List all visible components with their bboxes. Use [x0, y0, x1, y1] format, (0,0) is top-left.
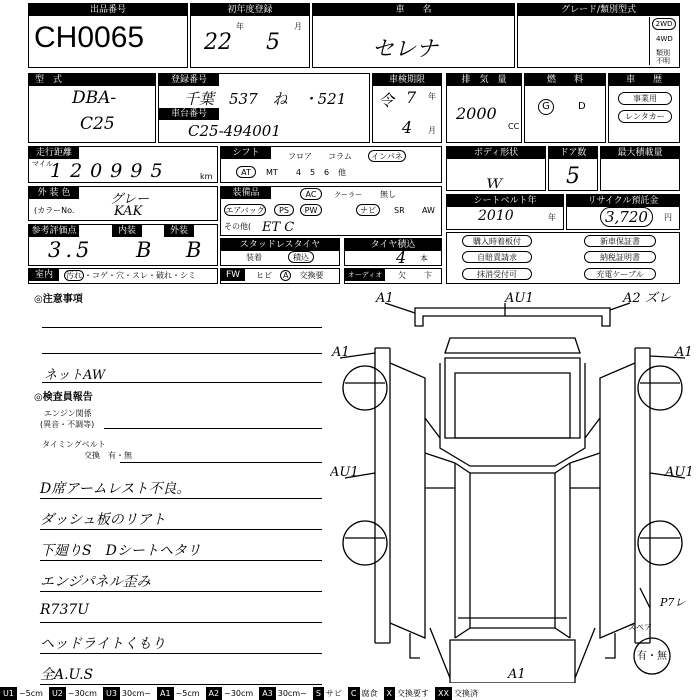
seatbelt-value: 2010 — [478, 208, 514, 224]
studless-on: 装着 — [246, 253, 262, 262]
inspection-header: 車検期限 — [373, 74, 441, 86]
equip-ac: AC — [300, 188, 322, 200]
mark-right-mid: AU1 — [665, 465, 694, 480]
scores-exterior: B — [186, 238, 202, 262]
legend-value: 30cm~ — [277, 689, 307, 698]
mark-front-left: A1 — [376, 291, 394, 306]
scores-interior-label: 内装 — [112, 225, 142, 237]
mileage-header: 走行距離 — [29, 147, 79, 159]
model-name: セレナ — [372, 37, 439, 62]
equipment-header: 装備品 — [221, 187, 271, 199]
audio-header: オーディオ — [345, 269, 385, 281]
first-reg-month-label: 月 — [294, 22, 302, 31]
mark-rear: A1 — [508, 667, 526, 682]
shift-column: コラム — [328, 152, 352, 161]
history-rental: レンタカー — [618, 110, 672, 123]
interior-stain: シミ — [180, 271, 196, 280]
drive-2wd: 2WD — [652, 18, 676, 30]
shift-6: 6 — [324, 168, 330, 177]
recycle-unit: 円 — [664, 213, 672, 222]
seatbelt-header: シートベルト年 — [447, 195, 563, 207]
legend-value: 交換済 — [453, 689, 478, 698]
shift-mt: MT — [266, 168, 278, 177]
spare-tires-value: 4 — [396, 248, 407, 267]
wheel-rear-left — [343, 521, 387, 565]
type-value-1: DBA- — [72, 88, 117, 108]
history-header: 車 歴 — [609, 74, 679, 86]
scores-exterior-label: 外装 — [164, 225, 194, 237]
legend-value: ~5cm — [18, 689, 43, 698]
report-line — [40, 529, 322, 530]
grade-header: グレード/類別型式 — [518, 4, 679, 16]
note-line — [42, 353, 322, 354]
inspection-year-label: 年 — [428, 92, 436, 101]
grade-note-2: 不明 — [656, 57, 670, 65]
windshield-header: FW — [221, 269, 245, 281]
inspection-year: 7 — [406, 88, 417, 107]
report-item: D席アームレスト不良。 — [40, 481, 191, 497]
engine-sub: (異音・不調等) — [40, 420, 95, 429]
shift-inpane: インパネ — [368, 150, 406, 162]
scores-header: 参考評価点 — [29, 225, 79, 237]
inspection-month-label: 月 — [428, 126, 436, 135]
color-header: 外 装 色 — [29, 187, 79, 199]
legend-value: ~30cm — [67, 689, 97, 698]
equip-pw: PW — [300, 204, 322, 216]
chassis-value: C25-494001 — [188, 122, 281, 140]
studless-loaded: 積込 — [288, 251, 314, 263]
legend-bar — [0, 687, 700, 700]
interior-burn: コゲ — [92, 271, 108, 280]
grade-note-1: 類別 — [656, 49, 670, 57]
interior-hole: 穴 — [116, 271, 124, 280]
legend-key: XX — [435, 687, 452, 700]
doc-tax: 納税証明書 — [584, 251, 656, 263]
chassis-header: 車台番号 — [159, 108, 219, 120]
displacement-value: 2000 — [456, 104, 497, 123]
legend-value: 30cm~ — [121, 689, 151, 698]
legend-value: ~30cm — [224, 689, 254, 698]
front-bumper — [415, 308, 610, 326]
doc-cable: 充電ケーブル — [584, 268, 656, 280]
interior-dirt: 汚れ — [66, 271, 82, 280]
recycle-header: リサイクル預託金 — [567, 195, 679, 207]
legend-key: U3 — [103, 687, 120, 700]
mark-left-front: A1 — [332, 345, 350, 360]
color-code-label: (カラーNo. — [34, 206, 75, 215]
equip-cooler: クーラー — [334, 191, 362, 199]
model-header: 車 名 — [313, 4, 514, 16]
spare-label: スペア — [628, 623, 652, 632]
inspection-era: 令 — [378, 91, 395, 110]
shift-other: 他 — [338, 168, 346, 177]
type-value-2: C25 — [80, 114, 115, 134]
equip-navi: ナビ — [356, 204, 380, 216]
engine-line — [104, 428, 322, 429]
wheel-front-left — [343, 366, 387, 410]
hood — [445, 358, 580, 438]
registration-header: 登録番号 — [159, 74, 219, 86]
note-line — [42, 382, 322, 383]
seatbelt-unit: 年 — [548, 213, 556, 222]
legend-key: A2 — [206, 687, 223, 700]
timing-label: タイミングベルト — [42, 440, 106, 449]
audio-other: 卞 — [424, 271, 432, 280]
wheel-front-right — [638, 366, 682, 410]
capacity-header: 最大積載量 — [601, 147, 679, 159]
recycle-value: 3,720 — [600, 207, 653, 227]
shift-5: 5 — [310, 168, 316, 177]
shift-floor: フロア — [288, 152, 312, 161]
first-reg-year-label: 年 — [236, 22, 244, 31]
mark-rear-right: P7レ — [660, 596, 686, 609]
car-damage-diagram — [330, 288, 700, 683]
fuel-header: 燃 料 — [525, 74, 605, 86]
body-value: ｗ — [484, 172, 502, 193]
fuel-d: D — [578, 101, 586, 112]
notes-label: ◎注意事項 — [34, 294, 83, 305]
interior-scuff: スレ — [132, 271, 148, 280]
report-item: R737U — [40, 602, 90, 618]
mark-front-center: AU1 — [505, 291, 534, 306]
doors-header: ドア数 — [549, 147, 597, 159]
inspection-month: 4 — [402, 118, 413, 137]
inspection-report-label: ◎検査員報告 — [34, 392, 93, 403]
report-item: ダッシュ板のリアト — [40, 512, 166, 528]
lot-header: 出品番号 — [29, 4, 187, 16]
engine-label: エンジン関係 — [44, 409, 92, 418]
registration-value: 千葉 537 ね ・521 — [184, 90, 347, 108]
timing-value: 交換 有・無 — [84, 451, 132, 460]
type-header: 型 式 — [29, 74, 155, 86]
mileage-unit: km — [200, 172, 213, 181]
displacement-unit: CC — [508, 122, 520, 131]
color-value: グレー — [110, 192, 150, 207]
shift-header: シフト — [221, 147, 271, 159]
first-reg-year: 22 — [204, 30, 232, 55]
equip-other-value: ET C — [262, 220, 295, 235]
spare-status: 有・無 — [637, 651, 667, 662]
doc-massho: 抹消受付可 — [462, 268, 532, 280]
mileage-value: 120995 — [50, 160, 171, 182]
right-side — [635, 348, 650, 643]
legend-key: A1 — [157, 687, 174, 700]
windshield-crack: ヒビ — [256, 271, 272, 280]
spare-tires-unit: 本 — [420, 254, 428, 263]
equip-sr: SR — [394, 206, 405, 215]
equip-none: 無し — [380, 190, 396, 199]
doc-jibaiseki: 自賠責請求 — [462, 251, 532, 263]
equip-aw: AW — [422, 206, 435, 215]
color-code: KAK — [114, 204, 143, 219]
shift-at: AT — [236, 166, 256, 178]
mark-right-front: A1 — [675, 345, 693, 360]
displacement-header: 排 気 量 — [447, 74, 521, 86]
mileage-digits-label: マイル — [32, 160, 53, 168]
note-line — [42, 327, 322, 328]
spare-tires-header: タイヤ積込 — [345, 239, 441, 251]
first-reg-month: 5 — [266, 30, 280, 55]
report-item: 下廻りS Dシートヘタリ — [40, 543, 201, 559]
legend-key: U2 — [49, 687, 66, 700]
legend-value: ~5cm — [175, 689, 200, 698]
equip-ps: PS — [274, 204, 294, 216]
roof — [470, 473, 555, 628]
report-line — [40, 622, 322, 623]
equip-other-label: その他( — [224, 222, 252, 231]
interior-state-items: 汚れ ・コゲ・穴・スレ・破れ・シミ — [66, 271, 196, 280]
report-item: 全A.U.S — [40, 667, 94, 683]
report-line — [40, 653, 322, 654]
interior-tear: 破れ — [156, 271, 172, 280]
scores-overall: 3.5 — [48, 238, 94, 262]
hood-top — [445, 338, 580, 353]
audio-missing: 欠 — [398, 271, 406, 280]
mark-front-right: A2 ズレ — [623, 291, 671, 306]
legend-value: サビ — [325, 689, 342, 698]
legend-key: X — [384, 687, 395, 700]
report-item: ヘッドライトくもり — [40, 636, 166, 652]
doors-value: 5 — [566, 164, 580, 189]
report-line — [40, 684, 322, 685]
legend-value: 交換要す — [396, 689, 429, 698]
legend-key: C — [348, 687, 360, 700]
interior-state-header: 室内 — [29, 269, 59, 281]
legend-key: S — [313, 687, 324, 700]
windshield-replace: 交換要 — [299, 271, 324, 280]
windshield-items — [256, 271, 323, 281]
left-side — [375, 348, 390, 643]
note-item: ネットAW — [44, 368, 106, 383]
body-header: ボディ形状 — [447, 147, 545, 159]
history-business: 事業用 — [618, 92, 672, 105]
report-line — [40, 498, 322, 499]
studless-header: スタッドレスタイヤ — [221, 239, 339, 251]
legend-value: 腐食 — [361, 689, 378, 698]
report-line — [40, 560, 322, 561]
timing-line — [120, 462, 322, 463]
shift-4: 4 — [296, 168, 302, 177]
mark-left-mid: AU1 — [330, 465, 359, 480]
legend-key: U1 — [0, 687, 17, 700]
equip-airbag: エアバッグ — [225, 206, 265, 215]
legend-key: A3 — [259, 687, 276, 700]
wheel-rear-right — [638, 521, 682, 565]
doc-purchase: 購入時着板付 — [462, 235, 532, 247]
fuel-g: G — [538, 99, 554, 115]
doc-warranty: 新車保証書 — [584, 235, 656, 247]
report-line — [40, 591, 322, 592]
windshield-a: A — [280, 270, 291, 281]
lot-number: CH0065 — [34, 21, 145, 54]
scores-interior: B — [136, 238, 152, 262]
drive-4wd: 4WD — [656, 35, 673, 43]
first-reg-header: 初年度登録 — [191, 4, 309, 16]
report-item: エンジパネル歪み — [40, 574, 151, 590]
